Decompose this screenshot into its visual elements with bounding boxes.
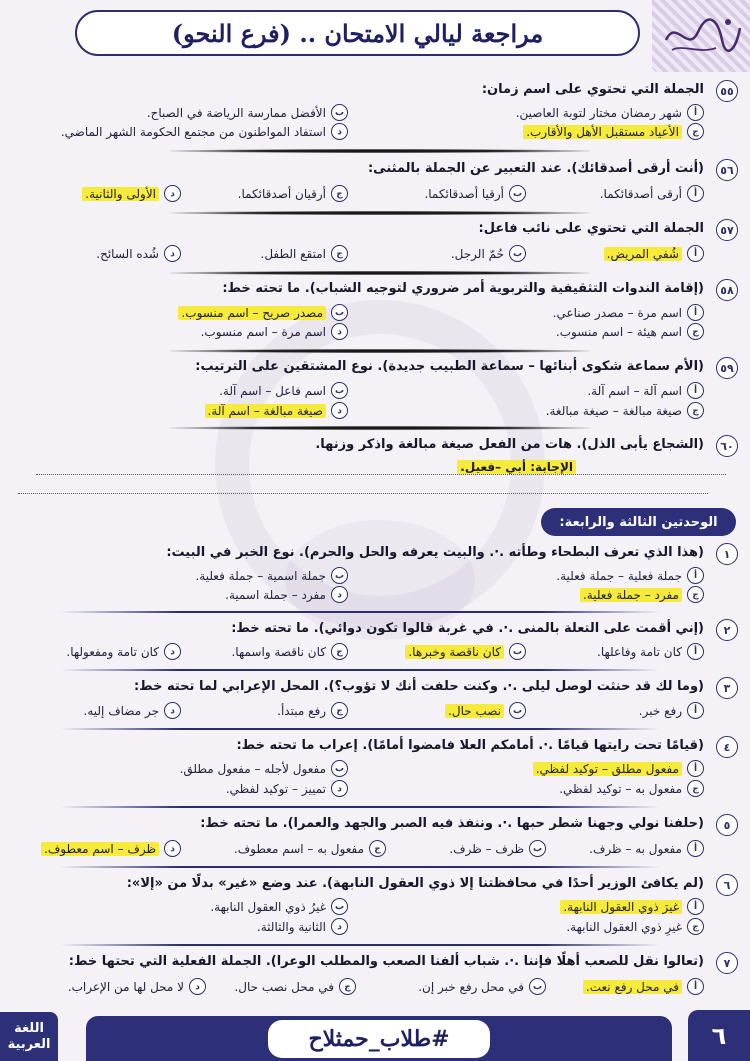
- subject-line-2: العربية: [7, 1036, 51, 1052]
- option-b[interactable]: ب الأفضل ممارسة الرياضة في الصباح.: [147, 104, 348, 121]
- option-b[interactable]: ب أرقيا أصدقائكما.: [424, 185, 526, 202]
- question-number: ٦: [716, 874, 738, 896]
- option-d[interactable]: د شُده السائح.: [96, 245, 181, 262]
- question-stem: (تعالوا نقل للصعب أهلًا فإننا .·. شباب ألفنا الصعب والمطلب الوعرا). الجملة الفعلية التي تحتها خط:: [68, 954, 704, 969]
- option-b[interactable]: ب كان ناقصة وخبرها.: [405, 643, 526, 660]
- question-59: [16, 357, 734, 421]
- question-number: ٢: [716, 619, 738, 641]
- question-stem: (حلفنا نولي وجهنا شطر حبها .·. وننفذ فيه الصبر والجهد والعمرا). ما تحته خط:: [200, 816, 704, 831]
- option-a[interactable]: أ أرقى أصدقائكما.: [600, 185, 704, 202]
- divider: [60, 669, 660, 671]
- question-60: [16, 435, 734, 485]
- option-a[interactable]: أ رفع خبر.: [639, 702, 704, 719]
- question-number: ٤: [716, 736, 738, 758]
- author-logo: [652, 0, 750, 72]
- option-d[interactable]: د مفرد – جملة اسمية.: [225, 586, 348, 603]
- option-c[interactable]: ج أرقيان أصدقائكما.: [238, 185, 348, 202]
- option-b[interactable]: ب ظرف – ظرف.: [449, 840, 546, 857]
- option-c[interactable]: ج امتقع الطفل.: [261, 245, 348, 262]
- option-a[interactable]: أ جملة فعلية – جملة فعلية.: [556, 567, 704, 584]
- option-a[interactable]: أ شهر رمضان مختار لتوبة العاصين.: [516, 104, 704, 121]
- divider: [170, 211, 590, 215]
- question-2-7: [16, 952, 731, 1002]
- page-title: مراجعة ليالي الامتحان .. (فرع النحو): [75, 10, 640, 56]
- divider: [170, 426, 590, 430]
- question-stem: (الأم سماعة شكوى أبنائها – سماعة الطبيب جديدة). نوع المشتقين على الترتيب:: [195, 359, 704, 374]
- answer-line: [18, 492, 708, 494]
- question-stem: (وما لك قد حنثت لوصل ليلى .·. وكنت حلفت أنك لا تؤوب؟). المحل الإعرابي لما تحته خط:: [133, 679, 704, 694]
- option-a[interactable]: أ في محل رفع نعت.: [583, 978, 704, 995]
- question-number: ٦٠: [716, 435, 738, 457]
- subject-line-1: اللغة: [14, 1020, 44, 1036]
- question-number: ١: [716, 543, 738, 565]
- question-2-2: [16, 619, 731, 663]
- option-a[interactable]: أ اسم مرة – مصدر صناعي.: [553, 304, 704, 321]
- option-a[interactable]: أ مفعول به – ظرف.: [589, 840, 704, 857]
- option-b[interactable]: ب في محل رفع خبر إن.: [418, 978, 546, 995]
- option-a[interactable]: أ مفعول مطلق – توكيد لفظي.: [533, 760, 704, 777]
- option-d[interactable]: د كان تامة ومفعولها.: [66, 643, 181, 660]
- divider: [60, 806, 660, 808]
- question-number: ٧: [716, 952, 738, 974]
- hashtag-banner: [86, 1016, 672, 1061]
- question-stem: (إني أقمت على التعلة بالمنى .·. في غربة قالوا تكون دوائي). ما تحته خط:: [231, 621, 704, 636]
- question-2-1: [16, 543, 731, 605]
- option-b[interactable]: ب مفعول لأجله – مفعول مطلق.: [180, 760, 348, 777]
- divider: [170, 149, 590, 153]
- question-stem: (إقامة الندوات التثقيفية والتربوية أمر ضروري لتوجيه الشباب). ما تحته خط:: [222, 281, 704, 296]
- question-number: ٥٩: [716, 357, 738, 379]
- option-c[interactable]: ج اسم هيئة – اسم منسوب.: [556, 323, 704, 340]
- divider: [60, 611, 660, 613]
- divider: [60, 866, 660, 868]
- option-a[interactable]: أ شُفي المريض.: [604, 245, 704, 262]
- question-stem: (الشجاع يأبى الذل). هات من الفعل صيغة مبالغة واذكر وزنها.: [315, 437, 704, 452]
- question-number: ٣: [716, 677, 738, 699]
- option-c[interactable]: ج مفعول به – توكيد لفظي.: [559, 780, 704, 797]
- question-stem: (لم يكافئ الوزير أحدًا في محافظتنا إلا ذوي العقول النابهة). عند وضع «غير» بدلًا من «إلا»:: [126, 876, 704, 891]
- option-d[interactable]: د صيغة مبالغة – اسم آلة.: [205, 402, 349, 419]
- subject-label: [0, 1012, 58, 1061]
- question-stem: (هذا الذي تعرف البطحاء وطأته .·. والبيت يعرفه والحل والحرم). نوع الخبر في البيت:: [166, 545, 704, 560]
- option-b[interactable]: ب غيرُ ذوي العقول النابهة.: [210, 898, 348, 915]
- option-d[interactable]: د استفاد المواطنون من مجتمع الحكومة الشهر الماضي.: [61, 123, 348, 140]
- option-c[interactable]: ج في محل نصب حال.: [234, 978, 356, 995]
- question-58: [16, 279, 734, 343]
- option-d[interactable]: د جر مضاف إليه.: [84, 702, 181, 719]
- question-number: ٥: [716, 814, 738, 836]
- option-d[interactable]: د تمييز – توكيد لفظي.: [226, 780, 348, 797]
- answer-text: الإجابة: أبي –فعيل.: [457, 460, 576, 474]
- option-b[interactable]: ب جملة اسمية – جملة فعلية.: [195, 567, 348, 584]
- option-d[interactable]: د الثانية والثالثة.: [257, 918, 348, 935]
- option-a[interactable]: أ كان تامة وفاعلها.: [597, 643, 704, 660]
- option-c[interactable]: ج كان ناقصة واسمها.: [231, 643, 348, 660]
- question-number: ٥٧: [716, 219, 738, 241]
- option-c[interactable]: ج الأعياد مستقبل الأهل والأقارب.: [523, 123, 704, 140]
- question-55: [16, 80, 734, 142]
- option-a[interactable]: أ اسم آلة – اسم آلة.: [587, 382, 704, 399]
- option-c[interactable]: ج غيرِ ذوي العقول النابهة.: [566, 918, 704, 935]
- option-d[interactable]: د الأولى والثانية.: [82, 185, 181, 202]
- answer-line: [36, 473, 726, 475]
- question-stem: (أنت أرقى أصدقائك). عند التعبير عن الجملة بالمثنى:: [367, 161, 704, 176]
- question-number: ٥٥: [716, 80, 738, 102]
- question-2-4: [16, 736, 731, 800]
- option-b[interactable]: ب اسم فاعل – اسم آلة.: [219, 382, 348, 399]
- question-number: ٥٨: [716, 279, 738, 301]
- option-c[interactable]: ج صيغة مبالغة – صيغة مبالغة.: [546, 402, 704, 419]
- question-56: [16, 159, 734, 205]
- divider: [170, 271, 590, 275]
- option-a[interactable]: أ غيرَ ذوي العقول النابهة.: [560, 898, 704, 915]
- option-d[interactable]: د لا محل لها من الإعراب.: [68, 978, 206, 995]
- option-d[interactable]: د اسم مرة – اسم منسوب.: [201, 323, 348, 340]
- option-c[interactable]: ج رفع مبتدأ.: [277, 702, 348, 719]
- option-c[interactable]: ج مفرد – جملة فعلية.: [580, 586, 704, 603]
- option-b[interactable]: ب حُمّ الرجل.: [451, 245, 526, 262]
- page-header: [0, 0, 750, 72]
- hashtag-text: #طلاب_حمثلاح: [268, 1020, 489, 1058]
- section-heading: الوحدتين الثالثة والرابعة:: [541, 508, 736, 536]
- question-stem: الجملة التي تحتوي على اسم زمان:: [481, 82, 704, 97]
- question-number: ٥٦: [716, 159, 738, 181]
- divider: [60, 728, 660, 730]
- question-stem: (قيامًا تحت رايتها قيامًا .·. أمامكم العلا فامضوا أمامًا). إعراب ما تحته خط:: [236, 738, 704, 753]
- option-b[interactable]: ب نصب حال.: [445, 702, 526, 719]
- page-number: ٦: [688, 1010, 750, 1061]
- page-footer: [0, 1010, 750, 1061]
- question-57: [16, 219, 734, 265]
- signature-logo-icon: [658, 10, 744, 62]
- option-c[interactable]: ج مفعول به – اسم معطوف.: [234, 840, 386, 857]
- option-b[interactable]: ب مصدر صريح – اسم منسوب.: [178, 304, 348, 321]
- divider: [170, 349, 590, 353]
- question-2-5: [16, 814, 731, 858]
- question-2-6: [16, 874, 731, 938]
- divider: [60, 944, 660, 946]
- option-d[interactable]: د ظرف – اسم معطوف.: [41, 840, 181, 857]
- question-stem: الجملة التي تحتوي على نائب فاعل:: [478, 221, 704, 236]
- question-2-3: [16, 677, 731, 721]
